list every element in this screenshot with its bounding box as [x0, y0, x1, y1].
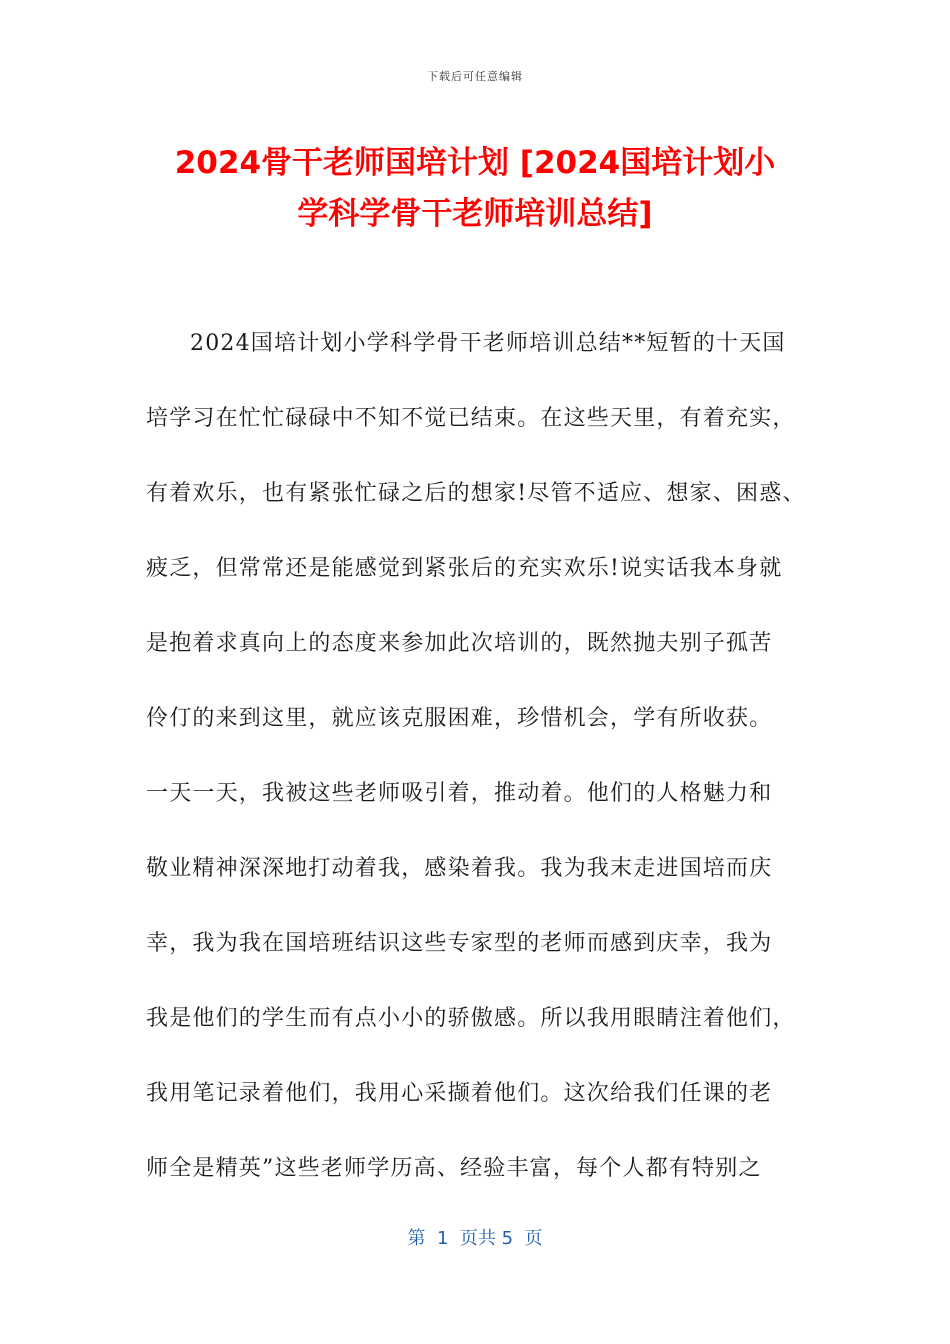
document-title — [100, 138, 850, 240]
body-line: 师全是精英”这些老师学历高、经验丰富，每个人都有特别之 — [146, 1156, 762, 1181]
body-line: 伶仃的来到这里，就应该克服困难，珍惜机会，学有所收获。 — [146, 706, 773, 731]
body-line: 一天一天，我被这些老师吸引着，推动着。他们的人格魅力和 — [146, 781, 773, 806]
body-line: 幸，我为我在国培班结识这些专家型的老师而感到庆幸，我为 — [146, 931, 773, 956]
title-line-1: 2024骨干老师国培计划 [2024国培计划小 — [174, 145, 776, 181]
body-line: 我用笔记录着他们，我用心采撷着他们。这次给我们任课的老 — [146, 1081, 773, 1106]
body-line: 是抱着求真向上的态度来参加此次培训的，既然抛夫别子孤苦 — [146, 631, 773, 656]
body-line: 敬业精神深深地打动着我，感染着我。我为我末走进国培而庆 — [146, 856, 773, 881]
body-line: 培学习在忙忙碌碌中不知不觉已结束。在这些天里，有着充实， — [146, 406, 796, 431]
body-line: 2024国培计划小学科学骨干老师培训总结**短暂的十天国 — [190, 331, 786, 356]
body-line: 疲乏，但常常还是能感觉到紧张后的充实欢乐!说实话我本身就 — [146, 556, 783, 581]
page-number-footer: 第 1 页共 5 页 — [407, 1228, 543, 1249]
body-text — [146, 320, 826, 1220]
title-line-2: 学科学骨干老师培训总结] — [297, 196, 653, 232]
body-line: 有着欢乐，也有紧张忙碌之后的想家!尽管不适应、想家、困惑、 — [146, 481, 806, 506]
header-note: 下载后可任意编辑 — [427, 70, 523, 83]
body-line: 我是他们的学生而有点小小的骄傲感。所以我用眼睛注着他们， — [146, 1006, 796, 1031]
